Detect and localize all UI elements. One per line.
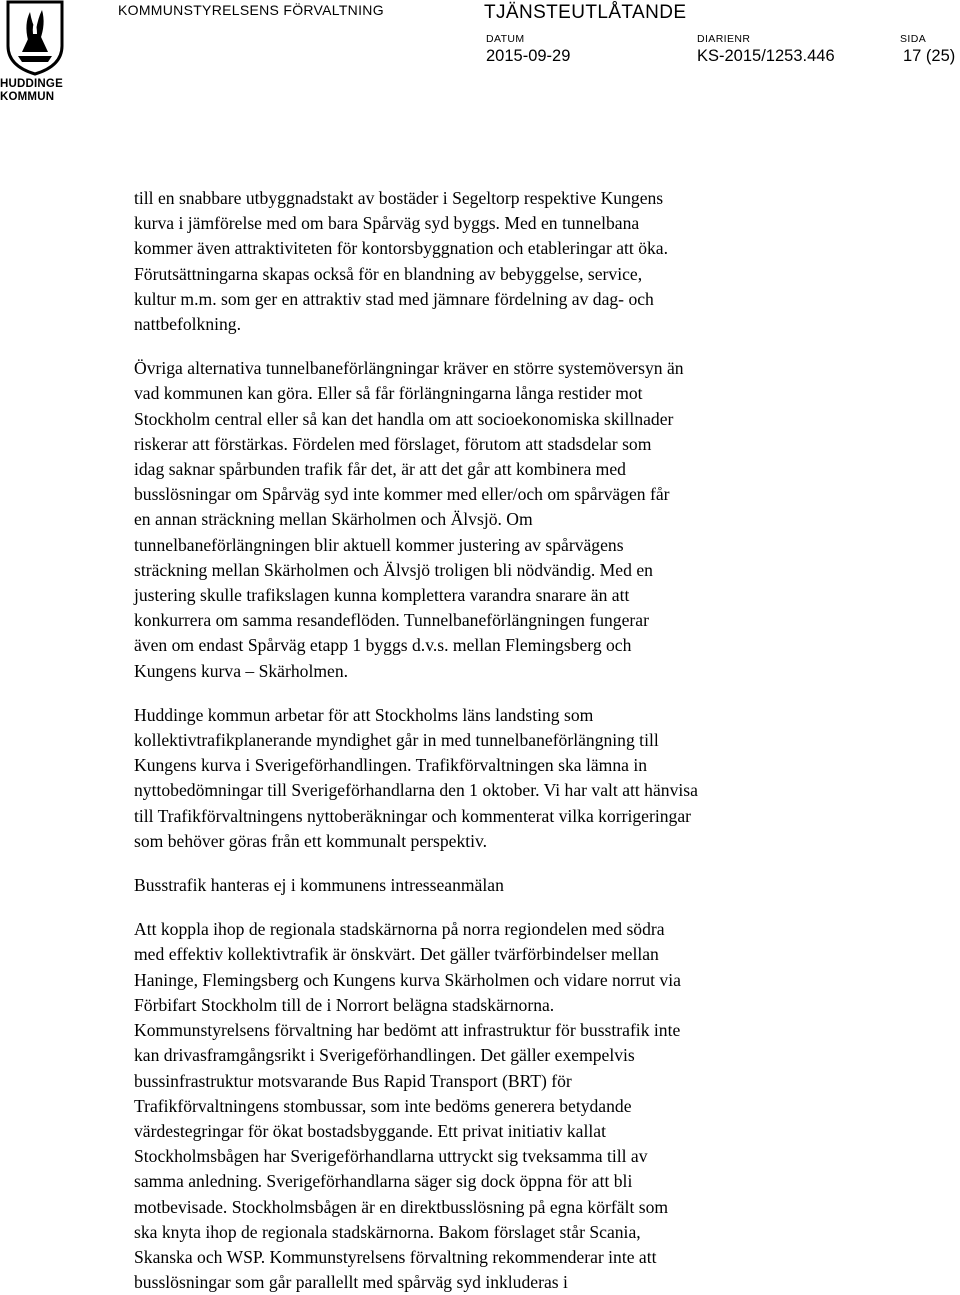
text-line: vad kommunen kan göra. Eller så får förlängningarna långa restider mot [134,383,643,404]
logo-text-line2: KOMMUN [0,91,55,103]
text-line: även om endast Spårväg etapp 1 byggs d.v.s. mellan Flemingsberg och [134,635,632,656]
text-line: med effektiv kollektivtrafik är önskvärt. Det gäller tvärförbindelser mellan [134,944,659,965]
text-line: bussinfrastruktur motsvarande Bus Rapid Transport (BRT) för [134,1070,572,1091]
text-line: ska knyta ihop de regionala stadskärnorna. Bakom förslaget står Scania, [134,1221,641,1242]
document-body [134,186,834,1295]
document-type: TJÄNSTEUTLÅTANDE [484,2,687,23]
paragraph-gap [134,684,834,703]
text-line: Stockholmsbågen har Sverigeförhandlarna uttryckt sig tveksamma till av [134,1146,648,1167]
text-line: Kungens kurva i Sverigeförhandlingen. Trafikförvaltningen ska lämna in [134,755,648,776]
text-line: Kommunstyrelsens förvaltning har bedömt att infrastruktur för busstrafik inte [134,1020,681,1041]
text-line: Stockholm central eller så kan det handla om att socioekonomiska skillnader [134,408,674,429]
text-line: kurva i jämförelse med om bara Spårväg syd byggs. Med en tunnelbana [134,213,640,234]
paragraph-gap [134,898,834,917]
text-line: Kungens kurva – Skärholmen. [134,660,349,681]
text-line: kan drivasframgångsrikt i Sverigeförhandlingen. Det gäller exempelvis [134,1045,635,1066]
text-line: konkurrera om samma resandeflöden. Tunnelbaneförlängningen fungerar [134,610,649,631]
paragraph [134,703,834,854]
text-line: Övriga alternativa tunnelbaneförlängningar kräver en större systemöversyn än [134,358,684,379]
text-line: Skanska och WSP. Kommunstyrelsens förvaltning rekommenderar inte att [134,1246,657,1267]
text-line: samma anledning. Sverigeförhandlarna säger sig dock öppna för att bli [134,1171,633,1192]
paragraph-gap [134,337,834,356]
text-line: busslösningar som går parallellt med spårväg syd inkluderas i [134,1272,568,1293]
text-line: Trafikförvaltningens stombussar, som inte bedöms generera betydande [134,1095,632,1116]
logo-text-line1: HUDDINGE [0,78,63,90]
organization-name: KOMMUNSTYRELSENS FÖRVALTNING [118,2,384,18]
logo-wordmark [0,78,70,104]
text-line: sträckning mellan Skärholmen och Älvsjö troligen bli nödvändig. Med en [134,559,653,580]
text-line: till Trafikförvaltningens nyttoberäkningar och kommenterat vilka korrigeringar [134,805,691,826]
paragraph-gap [134,854,834,873]
text-line: idag saknar spårbunden trafik får det, är att det går att kombinera med [134,459,626,480]
text-line: kultur m.m. som ger en attraktiv stad med jämnare fördelning av dag- och [134,288,654,309]
text-line: kommer även attraktiviteten för kontorsbyggnation och etableringar att öka. [134,238,668,259]
municipality-logo [0,0,70,104]
coat-of-arms-icon [6,0,64,76]
text-line: riskerar att förstärkas. Fördelen med förslaget, förutom att stadsdelar som [134,433,652,454]
text-line: Förutsättningarna skapas också för en blandning av bebyggelse, service, [134,263,643,284]
diary-number-value: KS-2015/1253.446 [697,47,835,65]
text-line: nyttobedömningar till Sverigeförhandlarna den 1 oktober. Vi har valt att hänvisa [134,780,698,801]
text-line: motbevisade. Stockholmsbågen är en direktbusslösning på egna körfält som [134,1196,669,1217]
text-line: värdestegringar för ökat bostadsbyggande. Ett privat initiativ kallat [134,1120,606,1141]
text-line: Haninge, Flemingsberg och Kungens kurva Skärholmen och vidare norrut via [134,969,681,990]
text-line: Busstrafik hanteras ej i kommunens intresseanmälan [134,875,504,896]
page-label: SIDA [900,33,927,45]
paragraph [134,873,834,898]
date-label: DATUM [486,33,525,45]
paragraph [134,356,834,684]
text-line: som behöver göras från ett kommunalt perspektiv. [134,830,488,851]
text-line: nattbefolkning. [134,314,242,335]
date-value: 2015-09-29 [486,47,571,65]
page-number: 17 (25) [903,47,956,65]
paragraph [134,917,834,1295]
text-line: kollektivtrafikplanerande myndighet går in med tunnelbaneförlängning till [134,730,659,751]
text-line: till en snabbare utbyggnadstakt av bostäder i Segeltorp respektive Kungens [134,188,664,208]
text-line: justering skulle trafikslagen kunna komplettera varandra snarare än att [134,585,630,606]
text-line: Huddinge kommun arbetar för att Stockholms läns landsting som [134,704,594,725]
text-line: en annan sträckning mellan Skärholmen och Älvsjö. Om [134,509,533,530]
paragraph [134,186,834,337]
text-line: Förbifart Stockholm till de i Norrort belägna stadskärnorna. [134,994,555,1015]
text-line: busslösningar om Spårväg syd inte kommer med eller/och om spårvägen får [134,484,670,505]
text-line: Att koppla ihop de regionala stadskärnorna på norra regiondelen med södra [134,919,665,940]
diary-number-label: DIARIENR [697,33,751,45]
text-line: tunnelbaneförlängningen blir aktuell kommer justering av spårvägens [134,534,624,555]
